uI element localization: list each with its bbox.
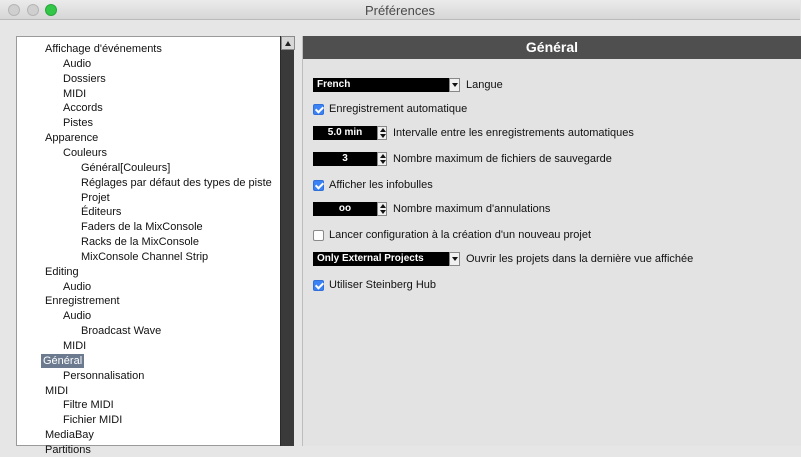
launch-config-row <box>313 227 591 243</box>
chevron-down-icon[interactable] <box>449 78 460 92</box>
tree-item[interactable]: Apparence <box>45 132 99 144</box>
tree-item[interactable]: MixConsole Channel Strip <box>81 251 209 263</box>
tree-item[interactable]: Faders de la MixConsole <box>81 221 203 233</box>
auto-save-interval-label: Intervalle entre les enregistrements automatiques <box>393 127 634 139</box>
open-projects-select[interactable] <box>313 252 460 266</box>
auto-save-interval-stepper[interactable] <box>313 126 387 140</box>
scroll-up-icon[interactable] <box>281 36 295 50</box>
tree-item[interactable]: Éditeurs <box>81 206 122 218</box>
chevron-down-icon[interactable] <box>449 252 460 266</box>
auto-save-interval-row <box>313 125 634 141</box>
stepper-arrows-icon[interactable] <box>377 152 387 166</box>
tooltips-label: Afficher les infobulles <box>329 179 433 191</box>
stepper-arrows-icon[interactable] <box>377 126 387 140</box>
title-bar <box>0 0 800 20</box>
language-row <box>313 77 503 93</box>
tree-item[interactable]: Personnalisation <box>63 370 145 382</box>
max-backup-label: Nombre maximum de fichiers de sauvegarde <box>393 153 612 165</box>
tooltips-row <box>313 177 433 193</box>
stepper-arrows-icon[interactable] <box>377 202 387 216</box>
tree-item[interactable]: MIDI <box>63 88 87 100</box>
tree-item[interactable]: MIDI <box>63 340 87 352</box>
steinberg-hub-checkbox[interactable] <box>313 280 324 291</box>
language-select[interactable] <box>313 78 460 92</box>
tree-item[interactable]: Enregistrement <box>45 295 120 307</box>
tree-item[interactable]: Dossiers <box>63 73 106 85</box>
tree-item[interactable]: MediaBay <box>45 429 94 441</box>
tooltips-checkbox[interactable] <box>313 180 324 191</box>
tree-item[interactable]: Fichier MIDI <box>63 414 123 426</box>
auto-save-row <box>313 101 467 117</box>
open-projects-row <box>313 251 693 267</box>
tree-scrollbar[interactable] <box>280 36 294 446</box>
tree-item[interactable]: Couleurs <box>63 147 108 159</box>
language-label: Langue <box>466 79 503 91</box>
tree-item[interactable]: Audio <box>63 310 92 322</box>
tree-item[interactable]: Editing <box>45 266 79 278</box>
max-undo-value[interactable]: oo <box>313 202 377 216</box>
general-settings <box>303 59 801 446</box>
max-backup-row <box>313 151 612 167</box>
tree-item[interactable]: Audio <box>63 281 92 293</box>
window-title: Préférences <box>364 3 436 18</box>
panel-title: Général <box>303 36 801 59</box>
tree-item[interactable]: Affichage d'événements <box>45 43 162 55</box>
tree-item[interactable]: Partitions <box>45 444 91 456</box>
preferences-tree <box>16 36 280 456</box>
steinberg-hub-row <box>313 277 436 293</box>
max-undo-stepper[interactable] <box>313 202 387 216</box>
launch-config-label: Lancer configuration à la création d'un nouveau projet <box>329 229 592 241</box>
tree-item[interactable]: Général[Couleurs] <box>81 162 171 174</box>
auto-save-label: Enregistrement automatique <box>329 103 468 115</box>
launch-config-checkbox[interactable] <box>313 230 324 241</box>
tree-item[interactable]: Projet <box>81 192 110 204</box>
settings-panel <box>302 36 800 446</box>
tree-item[interactable]: Accords <box>63 102 103 114</box>
language-value: French <box>313 78 449 92</box>
max-undo-row <box>313 201 550 217</box>
tree-item[interactable]: Racks de la MixConsole <box>81 236 199 248</box>
max-undo-label: Nombre maximum d'annulations <box>393 203 551 215</box>
tree-item[interactable]: MIDI <box>45 385 69 397</box>
tree-item-selected[interactable]: Général <box>43 355 83 367</box>
open-projects-value: Only External Projects <box>313 252 449 266</box>
steinberg-hub-label: Utiliser Steinberg Hub <box>329 279 436 291</box>
tree-item[interactable]: Audio <box>63 58 92 70</box>
tree-item[interactable]: Broadcast Wave <box>81 325 162 337</box>
max-backup-stepper[interactable] <box>313 152 387 166</box>
tree-item[interactable]: Filtre MIDI <box>63 399 114 411</box>
open-projects-label: Ouvrir les projets dans la dernière vue affichée <box>466 253 694 265</box>
tree-item[interactable]: Réglages par défaut des types de piste <box>81 177 272 189</box>
max-backup-value[interactable]: 3 <box>313 152 377 166</box>
auto-save-checkbox[interactable] <box>313 104 324 115</box>
tree-item[interactable]: Pistes <box>63 117 93 129</box>
auto-save-interval-value[interactable]: 5.0 min <box>313 126 377 140</box>
